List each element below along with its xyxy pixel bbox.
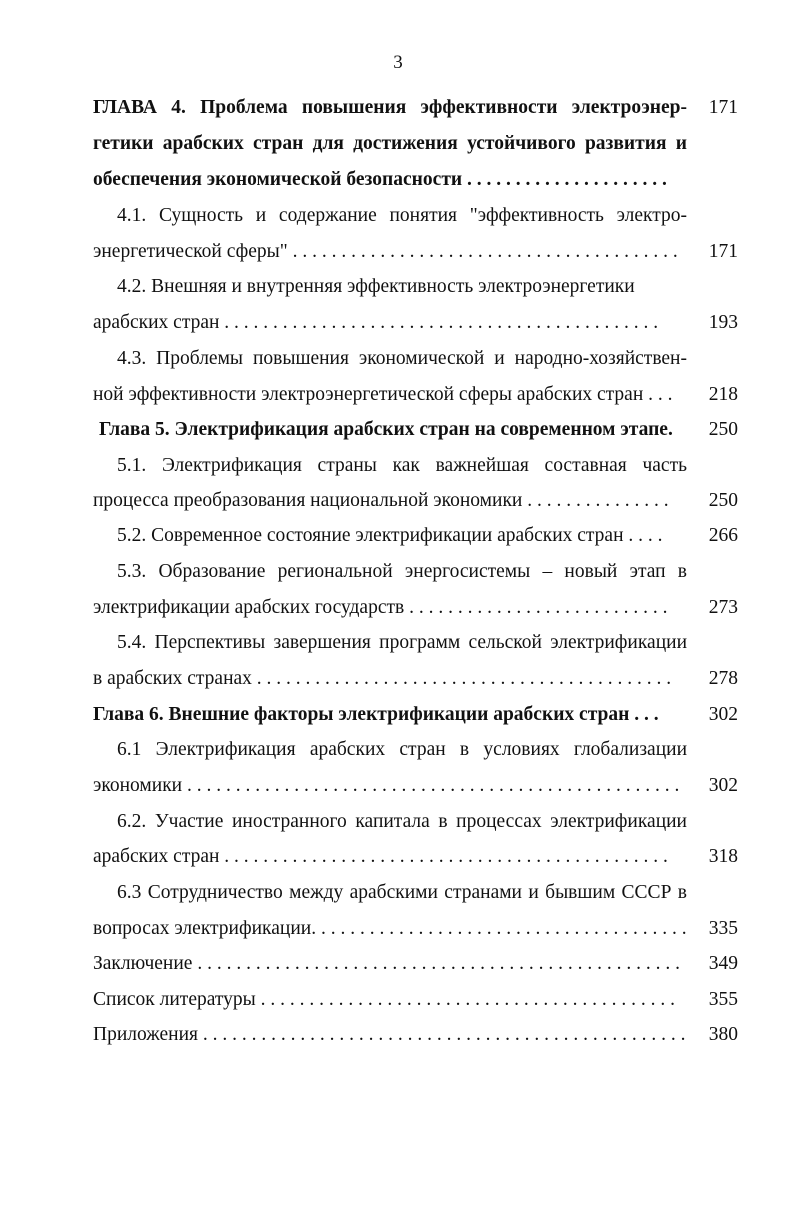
toc-line: 6.3 Сотрудничество между арабскими странами и бывшим СССР в xyxy=(117,882,687,903)
toc-line: ной эффективности электроэнергетической сферы арабских стран . . . xyxy=(93,384,673,405)
toc-line: экономики . . . . . . . . . . . . . . . . . . . . . . . . . . . . . . . . . . . . . . . . . . . . . . . . . . . xyxy=(93,775,680,796)
toc-page-number: 266 xyxy=(708,525,738,546)
toc-page-number: 278 xyxy=(708,668,738,689)
toc-line: 4.3. Проблемы повышения экономической и народно-хозяйствен- xyxy=(117,348,687,369)
page-number: 3 xyxy=(393,52,403,73)
toc-page-number: 171 xyxy=(708,241,738,262)
toc-line: 5.3. Образование региональной энергосистемы – новый этап в xyxy=(117,561,687,582)
toc-page-number: 273 xyxy=(708,597,738,618)
toc-line: вопросах электрификации. . . . . . . . . . . . . . . . . . . . . . . . . . . . . . . . . . . . . . . xyxy=(93,918,687,939)
toc-line: энергетической сферы" . . . . . . . . . . . . . . . . . . . . . . . . . . . . . . . . . . . . . . . . xyxy=(93,241,678,262)
toc-page-number: 218 xyxy=(708,384,738,405)
toc-line: 5.2. Современное состояние электрификации арабских стран . . . . xyxy=(117,525,663,546)
toc-line: процесса преобразования национальной экономики . . . . . . . . . . . . . . . xyxy=(93,490,669,511)
toc-line: Приложения . . . . . . . . . . . . . . . . . . . . . . . . . . . . . . . . . . . . . . . . . . . . . . . . . . xyxy=(93,1024,686,1045)
toc-page-number: 302 xyxy=(708,775,738,796)
toc-line: арабских стран . . . . . . . . . . . . . . . . . . . . . . . . . . . . . . . . . . . . . . . . . . . . . xyxy=(93,312,659,333)
toc-page-number: 250 xyxy=(708,490,738,511)
toc-line: Список литературы . . . . . . . . . . . . . . . . . . . . . . . . . . . . . . . . . . . . . . . . . . . xyxy=(93,989,675,1010)
toc-page-number: 302 xyxy=(708,704,738,725)
toc-line: гетики арабских стран для достижения устойчивого развития и xyxy=(93,133,687,154)
toc-line: ГЛАВА 4. Проблема повышения эффективности электроэнер- xyxy=(93,97,687,118)
toc-line: 4.2. Внешняя и внутренняя эффективность электроэнергетики xyxy=(117,276,635,297)
toc-line: 5.4. Перспективы завершения программ сельской электрификации xyxy=(117,632,687,653)
toc-line: 4.1. Сущность и содержание понятия "эффективность электро- xyxy=(117,205,687,226)
toc-line: обеспечения экономической безопасности . . . . . . . . . . . . . . . . . . . . . xyxy=(93,169,667,190)
toc-page-number: 349 xyxy=(708,953,738,974)
toc-page-number: 193 xyxy=(708,312,738,333)
toc-page-number: 380 xyxy=(708,1024,738,1045)
toc-line: Глава 6. Внешние факторы электрификации арабских стран . . . xyxy=(93,704,659,725)
toc-page-number: 250 xyxy=(708,419,738,440)
toc-line: 6.2. Участие иностранного капитала в процессах электрификации xyxy=(117,811,687,832)
toc-page-number: 171 xyxy=(708,97,738,118)
toc-page-number: 335 xyxy=(708,918,738,939)
toc-line: Заключение . . . . . . . . . . . . . . . . . . . . . . . . . . . . . . . . . . . . . . . . . . . . . . . . . . xyxy=(93,953,680,974)
toc-line: 6.1 Электрификация арабских стран в условиях глобализации xyxy=(117,739,687,760)
toc-page-number: 355 xyxy=(708,989,738,1010)
toc-page-number: 318 xyxy=(708,846,738,867)
toc-line: Глава 5. Электрификация арабских стран на современном этапе. xyxy=(99,419,673,440)
toc-line: арабских стран . . . . . . . . . . . . . . . . . . . . . . . . . . . . . . . . . . . . . . . . . . . . . . xyxy=(93,846,668,867)
toc-line: электрификации арабских государств . . . . . . . . . . . . . . . . . . . . . . . . . . . xyxy=(93,597,668,618)
toc-line: в арабских странах . . . . . . . . . . . . . . . . . . . . . . . . . . . . . . . . . . . . . . . . . . . xyxy=(93,668,672,689)
toc-line: 5.1. Электрификация страны как важнейшая составная часть xyxy=(117,455,687,476)
